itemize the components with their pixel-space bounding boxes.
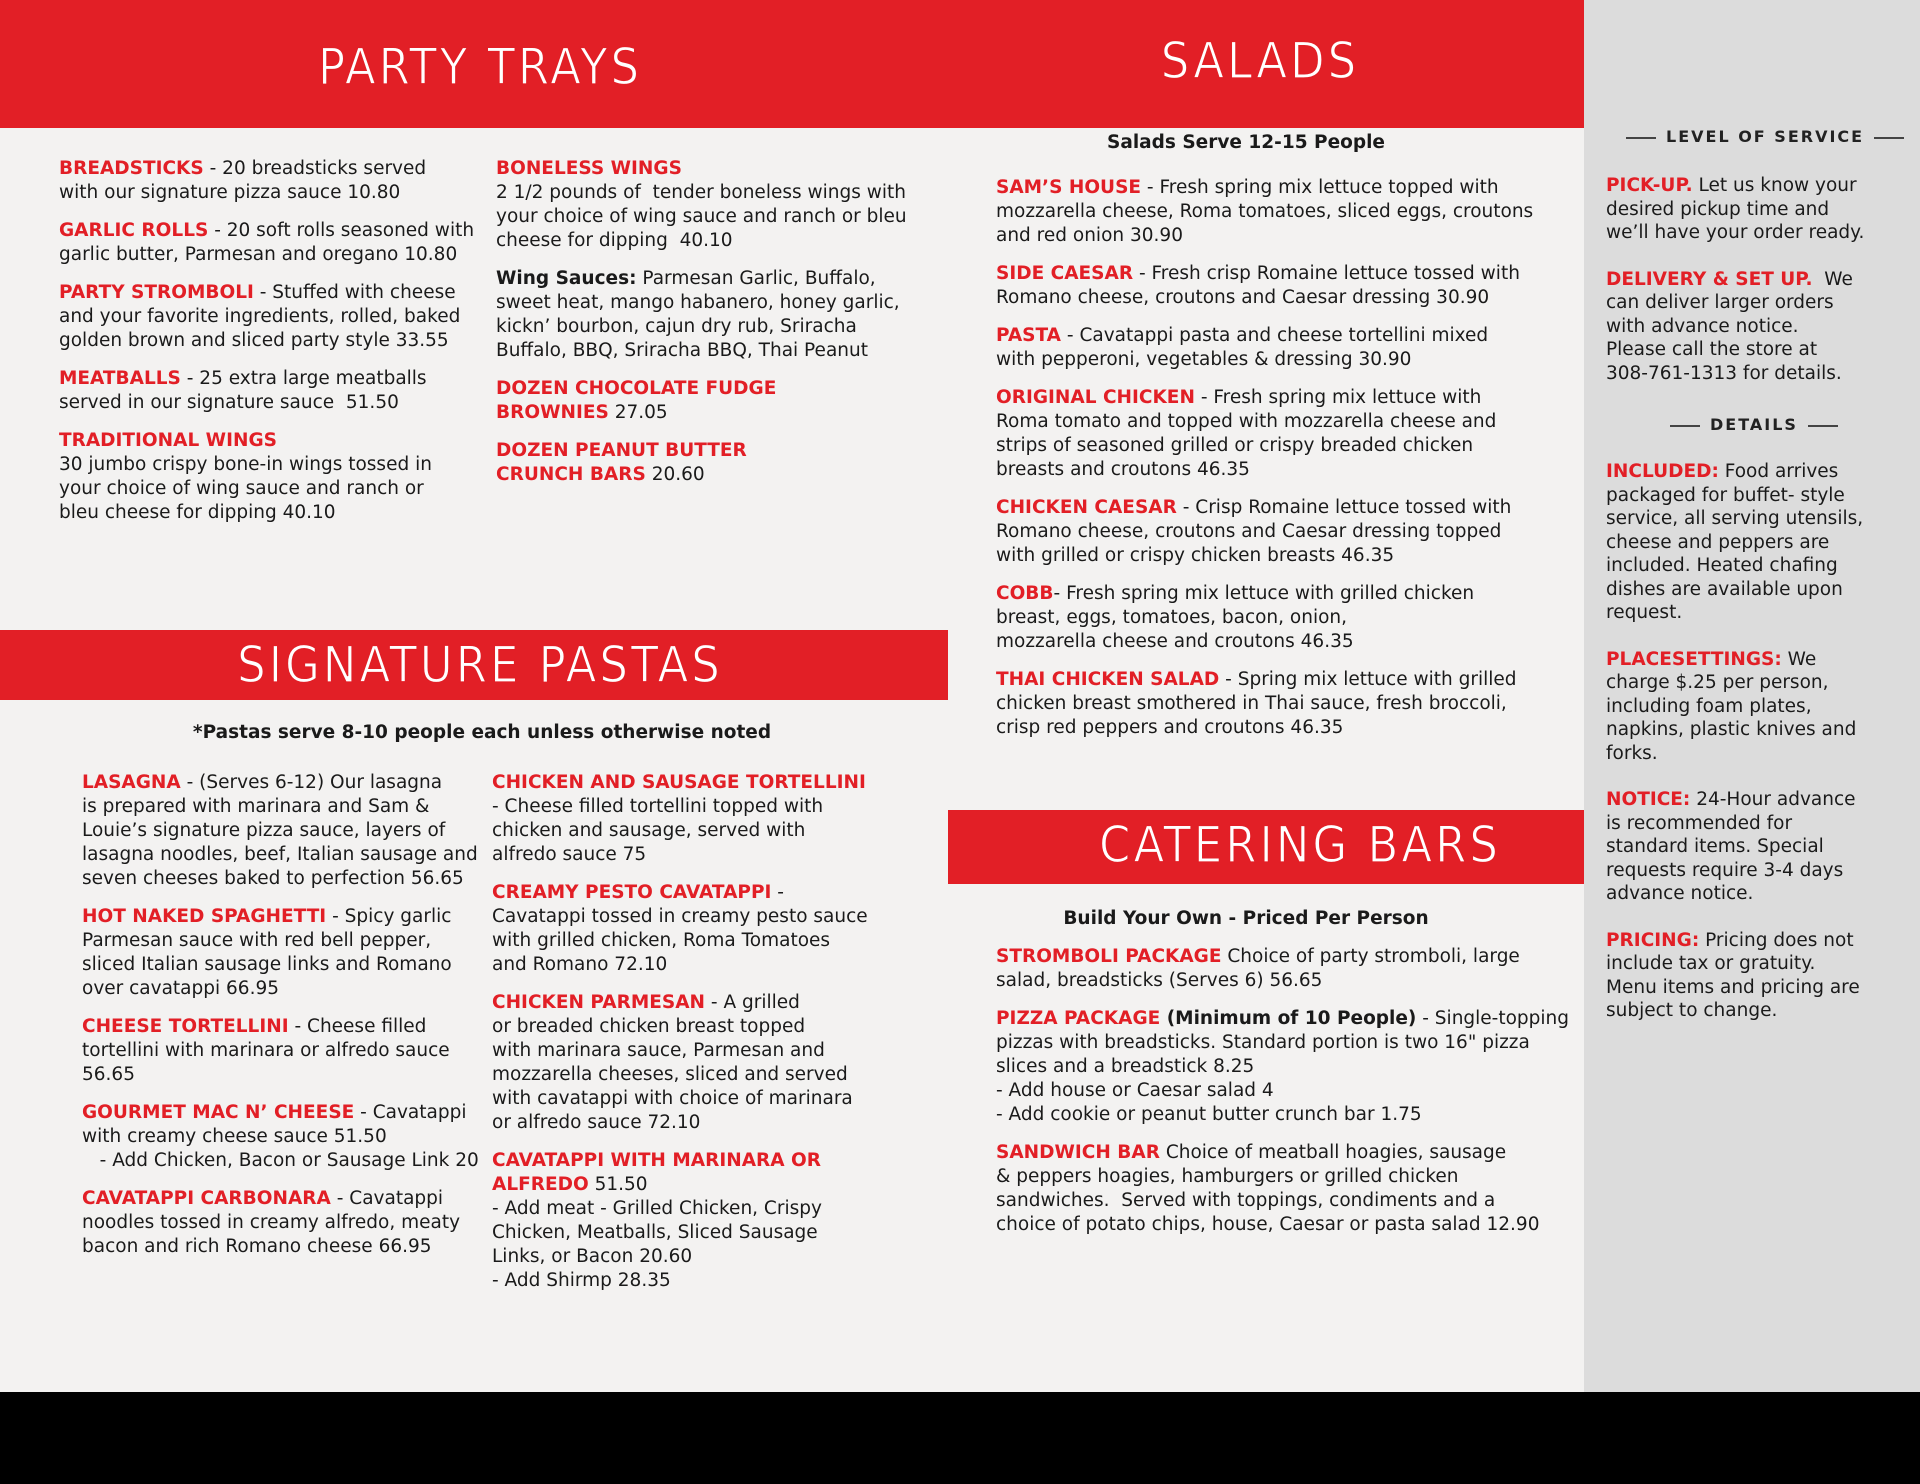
item-name-cont: ALFREDO bbox=[492, 1174, 589, 1195]
item-text: - Cheese filled bbox=[288, 1016, 427, 1037]
menu-item bbox=[492, 771, 892, 867]
item-text: slices and a breadstick 8.25 bbox=[996, 1056, 1255, 1077]
item-text: Please call the store at bbox=[1606, 339, 1818, 360]
pastas-left-column bbox=[82, 771, 482, 1273]
item-bold: Wing Sauces: bbox=[496, 268, 637, 289]
item-name: CAVATAPPI WITH MARINARA OR bbox=[492, 1150, 821, 1171]
item-text: seven cheeses baked to perfection 56.65 bbox=[82, 868, 464, 889]
item-text: kickn’ bourbon, cajun dry rub, Sriracha bbox=[496, 316, 857, 337]
item-text: breasts and croutons 46.35 bbox=[996, 459, 1250, 480]
item-text: is prepared with marinara and Sam & bbox=[82, 796, 430, 817]
item-name: DOZEN CHOCOLATE FUDGE bbox=[496, 378, 777, 399]
item-text: alfredo sauce 75 bbox=[492, 844, 647, 865]
item-text: is recommended for bbox=[1606, 812, 1793, 834]
item-text: Chicken, Meatballs, Sliced Sausage bbox=[492, 1222, 818, 1243]
menu-item bbox=[496, 157, 936, 253]
item-name: GARLIC ROLLS bbox=[59, 220, 209, 241]
item-text: 2 1/2 pounds of tender boneless wings with bbox=[496, 182, 906, 203]
item-text: - Fresh crisp Romaine lettuce tossed with bbox=[1133, 263, 1520, 284]
item-text: Pricing does not bbox=[1699, 929, 1854, 951]
item-text: tortellini with marinara or alfredo sauce bbox=[82, 1040, 450, 1061]
item-name: HOT NAKED SPAGHETTI bbox=[82, 906, 327, 927]
item-text: sandwiches. Served with toppings, condiments and a bbox=[996, 1190, 1496, 1211]
item-text: crisp red peppers and croutons 46.35 bbox=[996, 717, 1344, 738]
menu-item bbox=[996, 945, 1576, 993]
item-name: COBB bbox=[996, 583, 1054, 604]
item-text: with marinara sauce, Parmesan and bbox=[492, 1040, 825, 1061]
item-text: Let us know your bbox=[1692, 175, 1857, 196]
item-text: with creamy cheese sauce 51.50 bbox=[82, 1126, 387, 1147]
item-text: with our signature pizza sauce 10.80 bbox=[59, 182, 401, 203]
item-text: We bbox=[1812, 268, 1853, 290]
menu-item bbox=[1606, 929, 1906, 1023]
item-bold: (Minimum of 10 People) bbox=[1160, 1008, 1417, 1029]
item-text: - bbox=[771, 882, 784, 903]
item-name: ORIGINAL CHICKEN bbox=[996, 387, 1195, 408]
item-text: choice of potato chips, house, Caesar or pasta salad 12.90 bbox=[996, 1214, 1540, 1235]
menu-item bbox=[492, 991, 892, 1135]
item-text: requests require 3-4 days bbox=[1606, 859, 1844, 881]
item-text: - Stuffed with cheese bbox=[253, 282, 456, 303]
item-text: - (Serves 6-12) Our lasagna bbox=[180, 772, 443, 793]
item-text: Links, or Bacon 20.60 bbox=[492, 1246, 693, 1267]
item-name: THAI CHICKEN SALAD bbox=[996, 669, 1220, 690]
item-text: - Fresh spring mix lettuce topped with bbox=[1141, 177, 1499, 198]
item-text: Food arrives bbox=[1718, 461, 1839, 482]
item-text: - Cavatappi bbox=[354, 1102, 467, 1123]
item-text: golden brown and sliced party style 33.55 bbox=[59, 330, 449, 351]
item-text: napkins, plastic knives and bbox=[1606, 719, 1857, 740]
menu-item bbox=[996, 668, 1576, 740]
item-text: Romano cheese, croutons and Caesar dressing topped bbox=[996, 521, 1502, 542]
menu-item bbox=[59, 157, 479, 205]
item-text: - 25 extra large meatballs bbox=[180, 368, 427, 389]
item-text: with cavatappi with choice of marinara bbox=[492, 1088, 853, 1109]
item-name: SIDE CAESAR bbox=[996, 263, 1134, 284]
item-text: pizzas with breadsticks. Standard portion is two 16" pizza bbox=[996, 1032, 1530, 1053]
menu-item bbox=[59, 281, 479, 353]
item-text: - Single-topping bbox=[1416, 1008, 1570, 1029]
item-name: STROMBOLI PACKAGE bbox=[996, 946, 1222, 967]
item-name: BONELESS WINGS bbox=[496, 158, 682, 179]
item-text: we’ll have your order ready. bbox=[1606, 222, 1865, 243]
party-trays-title: PARTY TRAYS bbox=[317, 38, 643, 96]
item-text: including foam plates, bbox=[1606, 695, 1812, 717]
item-name: CHICKEN CAESAR bbox=[996, 497, 1177, 518]
item-text: - 20 soft rolls seasoned with bbox=[208, 220, 475, 241]
catering-title: CATERING BARS bbox=[1099, 816, 1501, 874]
item-text: bleu cheese for dipping 40.10 bbox=[59, 502, 336, 523]
item-text: can deliver larger orders bbox=[1606, 292, 1834, 313]
menu-item bbox=[82, 771, 482, 891]
item-text: 24-Hour advance bbox=[1690, 789, 1856, 810]
item-name: CHICKEN PARMESAN bbox=[492, 992, 706, 1013]
item-text: and your favorite ingredients, rolled, baked bbox=[59, 306, 461, 327]
item-text: with pepperoni, vegetables & dressing 30.90 bbox=[996, 349, 1412, 370]
item-text: - Add Shirmp 28.35 bbox=[492, 1270, 671, 1291]
menu-item bbox=[996, 1141, 1576, 1237]
item-text: - Add meat - Grilled Chicken, Crispy bbox=[492, 1198, 822, 1219]
item-text: or breaded chicken breast topped bbox=[492, 1016, 806, 1037]
menu-item bbox=[1606, 174, 1906, 245]
item-text: Roma tomato and topped with mozzarella cheese and bbox=[996, 411, 1497, 432]
menu-item bbox=[996, 496, 1576, 568]
item-name: GOURMET MAC N’ CHEESE bbox=[82, 1102, 355, 1123]
item-text: - Add cookie or peanut butter crunch bar 1.75 bbox=[996, 1104, 1422, 1125]
item-text: lasagna noodles, beef, Italian sausage and bbox=[82, 844, 478, 865]
level-of-service-list bbox=[1606, 174, 1906, 408]
item-name: PASTA bbox=[996, 325, 1062, 346]
item-text: charge $.25 per person, bbox=[1606, 672, 1829, 693]
catering-list bbox=[996, 945, 1576, 1251]
item-text: Buffalo, BBQ, Sriracha BBQ, Thai Peanut bbox=[496, 340, 868, 361]
item-text: service, all serving utensils, bbox=[1606, 508, 1864, 529]
item-name: DOZEN PEANUT BUTTER bbox=[496, 440, 747, 461]
item-text: include tax or gratuity. bbox=[1606, 953, 1816, 974]
item-text: Parmesan sauce with red bell pepper, bbox=[82, 930, 432, 951]
item-text: mozzarella cheeses, sliced and served bbox=[492, 1064, 848, 1085]
pastas-note: *Pastas serve 8-10 people each unless otherwise noted bbox=[192, 722, 772, 743]
item-text: sliced Italian sausage links and Romano bbox=[82, 954, 452, 975]
item-name: INCLUDED: bbox=[1606, 461, 1719, 482]
item-name: SANDWICH BAR bbox=[996, 1142, 1160, 1163]
item-text: standard items. Special bbox=[1606, 836, 1824, 857]
item-text: - Crisp Romaine lettuce tossed with bbox=[1176, 497, 1512, 518]
menu-item bbox=[996, 176, 1576, 248]
item-text: We bbox=[1781, 648, 1817, 670]
item-name: CAVATAPPI CARBONARA bbox=[82, 1188, 331, 1209]
item-text: garlic butter, Parmesan and oregano 10.80 bbox=[59, 244, 458, 265]
item-text: Menu items and pricing are bbox=[1606, 976, 1860, 998]
salads-list bbox=[996, 176, 1576, 754]
item-text: cheese and peppers are bbox=[1606, 531, 1830, 553]
item-name: CREAMY PESTO CAVATAPPI bbox=[492, 882, 772, 903]
item-name: BREADSTICKS bbox=[59, 158, 204, 179]
item-text: cheese for dipping 40.10 bbox=[496, 230, 733, 251]
menu-item bbox=[996, 262, 1576, 310]
item-name: MEATBALLS bbox=[59, 368, 181, 389]
menu-item bbox=[1606, 460, 1906, 625]
item-text: salad, breadsticks (Serves 6) 56.65 bbox=[996, 970, 1323, 991]
level-of-service-heading: LEVEL OF SERVICE bbox=[1616, 127, 1914, 146]
item-text: - Add Chicken, Bacon or Sausage Link 20 bbox=[82, 1150, 479, 1171]
item-text: with grilled or crispy chicken breasts 46.35 bbox=[996, 545, 1395, 566]
menu-item bbox=[82, 905, 482, 1001]
item-text: served in our signature sauce 51.50 bbox=[59, 392, 399, 413]
salads-title: SALADS bbox=[1160, 32, 1360, 90]
item-text: chicken and sausage, served with bbox=[492, 820, 806, 841]
item-text: - Cavatappi pasta and cheese tortellini mixed bbox=[1061, 325, 1489, 346]
item-text: noodles tossed in creamy alfredo, meaty bbox=[82, 1212, 461, 1233]
menu-item bbox=[59, 367, 479, 415]
item-text: or alfredo sauce 72.10 bbox=[492, 1112, 701, 1133]
item-text: - Fresh spring mix lettuce with grilled chicken bbox=[1053, 583, 1475, 604]
item-text: - A grilled bbox=[705, 992, 800, 1013]
item-text: - Fresh spring mix lettuce with bbox=[1194, 387, 1482, 408]
item-name-cont: CRUNCH BARS bbox=[496, 464, 646, 485]
party-trays-left-column bbox=[59, 157, 479, 539]
item-text: forks. bbox=[1606, 742, 1658, 764]
item-text: and Romano 72.10 bbox=[492, 954, 668, 975]
item-text: Parmesan Garlic, Buffalo, bbox=[636, 268, 876, 289]
item-text: 27.05 bbox=[608, 402, 668, 423]
item-name: PARTY STROMBOLI bbox=[59, 282, 254, 303]
pastas-title: SIGNATURE PASTAS bbox=[237, 636, 723, 694]
menu-item bbox=[1606, 268, 1906, 386]
menu-item bbox=[82, 1015, 482, 1087]
item-text: mozzarella cheese and croutons 46.35 bbox=[996, 631, 1354, 652]
item-name: PICK-UP. bbox=[1606, 175, 1693, 196]
footer-band bbox=[0, 1392, 1920, 1484]
item-name: PLACESETTINGS: bbox=[1606, 648, 1782, 670]
item-text: chicken breast smothered in Thai sauce, fresh broccoli, bbox=[996, 693, 1507, 714]
item-name: NOTICE: bbox=[1606, 789, 1691, 810]
menu-item bbox=[496, 439, 936, 487]
item-text: included. Heated chafing bbox=[1606, 555, 1838, 576]
item-text: - Cheese filled tortellini topped with bbox=[492, 796, 824, 817]
details-heading: DETAILS bbox=[1660, 415, 1848, 434]
menu-item bbox=[492, 881, 892, 977]
item-text: - Spicy garlic bbox=[326, 906, 452, 927]
item-text: & peppers hoagies, hamburgers or grilled chicken bbox=[996, 1166, 1459, 1187]
salads-note: Salads Serve 12-15 People bbox=[1107, 132, 1385, 153]
item-name: TRADITIONAL WINGS bbox=[59, 430, 277, 451]
menu-item bbox=[82, 1187, 482, 1259]
menu-item bbox=[996, 386, 1576, 482]
menu-item bbox=[996, 1007, 1576, 1127]
item-name: LASAGNA bbox=[82, 772, 181, 793]
menu-item bbox=[1606, 648, 1906, 766]
item-name: PIZZA PACKAGE bbox=[996, 1008, 1161, 1029]
item-text: subject to change. bbox=[1606, 1000, 1778, 1021]
item-name-cont: BROWNIES bbox=[496, 402, 609, 423]
menu-item bbox=[1606, 788, 1906, 906]
menu-item bbox=[492, 1149, 892, 1293]
item-text: with advance notice. bbox=[1606, 315, 1799, 337]
item-text: - Spring mix lettuce with grilled bbox=[1219, 669, 1517, 690]
item-text: Choice of meatball hoagies, sausage bbox=[1159, 1142, 1507, 1163]
item-text: and red onion 30.90 bbox=[996, 225, 1183, 246]
item-name: SAM’S HOUSE bbox=[996, 177, 1142, 198]
item-text: with grilled chicken, Roma Tomatoes bbox=[492, 930, 831, 951]
item-text: mozzarella cheese, Roma tomatoes, sliced eggs, croutons bbox=[996, 201, 1534, 222]
item-text: your choice of wing sauce and ranch or bleu bbox=[496, 206, 907, 227]
menu-item bbox=[996, 582, 1576, 654]
item-text: Romano cheese, croutons and Caesar dressing 30.90 bbox=[996, 287, 1490, 308]
party-trays-right-column bbox=[496, 157, 936, 501]
item-text: Cavatappi tossed in creamy pesto sauce bbox=[492, 906, 868, 927]
menu-item bbox=[59, 429, 479, 525]
pastas-right-column bbox=[492, 771, 892, 1307]
item-text: desired pickup time and bbox=[1606, 198, 1830, 220]
item-text: 56.65 bbox=[82, 1064, 135, 1085]
item-text: Choice of party stromboli, large bbox=[1221, 946, 1520, 967]
item-text: 51.50 bbox=[588, 1174, 648, 1195]
item-text: strips of seasoned grilled or crispy breaded chicken bbox=[996, 435, 1474, 456]
item-text: 30 jumbo crispy bone-in wings tossed in bbox=[59, 454, 432, 475]
item-text: dishes are available upon bbox=[1606, 578, 1843, 600]
item-name: CHEESE TORTELLINI bbox=[82, 1016, 289, 1037]
item-text: - Add house or Caesar salad 4 bbox=[996, 1080, 1274, 1101]
menu-item bbox=[496, 267, 936, 363]
item-text: Louie’s signature pizza sauce, layers of bbox=[82, 820, 446, 841]
item-text: 20.60 bbox=[645, 464, 705, 485]
item-text: your choice of wing sauce and ranch or bbox=[59, 478, 424, 499]
menu-item bbox=[996, 324, 1576, 372]
item-name: CHICKEN AND SAUSAGE TORTELLINI bbox=[492, 772, 866, 793]
item-text: breast, eggs, tomatoes, bacon, onion, bbox=[996, 607, 1348, 628]
item-name: PRICING: bbox=[1606, 929, 1700, 951]
item-text: advance notice. bbox=[1606, 883, 1754, 904]
details-list bbox=[1606, 460, 1906, 1046]
item-text: - Cavatappi bbox=[330, 1188, 444, 1209]
item-text: bacon and rich Romano cheese 66.95 bbox=[82, 1236, 432, 1257]
item-text: - 20 breadsticks served bbox=[203, 158, 427, 179]
menu-item bbox=[59, 219, 479, 267]
menu-item bbox=[496, 377, 936, 425]
item-text: sweet heat, mango habanero, honey garlic, bbox=[496, 292, 900, 313]
item-text: over cavatappi 66.95 bbox=[82, 978, 279, 999]
item-text: packaged for buffet- style bbox=[1606, 484, 1845, 506]
catering-note: Build Your Own - Priced Per Person bbox=[1063, 908, 1429, 929]
item-name: DELIVERY & SET UP. bbox=[1606, 268, 1813, 290]
item-text: request. bbox=[1606, 602, 1683, 623]
item-text: 308-761-1313 for details. bbox=[1606, 362, 1842, 384]
menu-item bbox=[82, 1101, 482, 1173]
